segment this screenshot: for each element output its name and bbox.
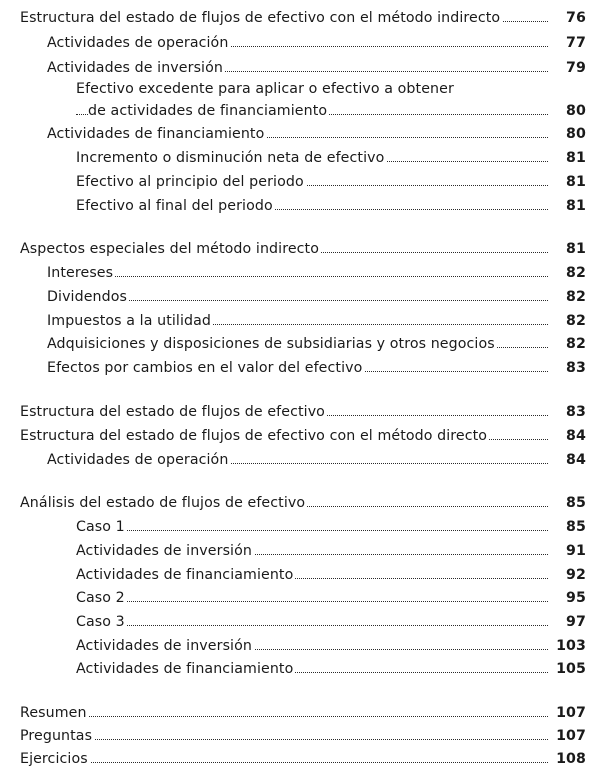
toc-entry	[0, 263, 600, 285]
toc-entry-label: de actividades de financiamiento	[88, 103, 328, 119]
dot-leader	[76, 601, 548, 602]
toc-entry-label: Actividades de operación	[47, 35, 229, 51]
toc-entry-label: Aspectos especiales del método indirecto	[20, 241, 319, 257]
toc-page-number: 81	[550, 172, 586, 192]
toc-page-number: 82	[550, 334, 586, 354]
toc-entry	[0, 517, 600, 539]
toc-page-number: 92	[550, 565, 586, 585]
toc-page-number: 107	[550, 703, 586, 723]
toc-page-number: 81	[550, 196, 586, 216]
dot-leader	[20, 762, 548, 763]
toc-entry-label: Intereses	[47, 265, 114, 281]
dot-leader	[47, 276, 548, 277]
toc-entry-label: Actividades de operación	[47, 452, 229, 468]
toc-entry	[0, 58, 600, 80]
toc-page-number: 82	[550, 287, 586, 307]
toc-entry-label: Impuestos a la utilidad	[47, 313, 212, 329]
toc-page-number: 83	[550, 402, 586, 422]
toc-entry	[0, 659, 600, 681]
toc-page-number: 82	[550, 263, 586, 283]
toc-page-number: 105	[550, 659, 586, 679]
toc-entry-label: Efectivo al final del periodo	[76, 198, 273, 214]
toc-entry-label: Actividades de financiamiento	[47, 126, 265, 142]
toc-entry-label: Análisis del estado de flujos de efectivo	[20, 495, 306, 511]
toc-entry-label: Resumen	[20, 705, 87, 721]
toc-entry	[0, 541, 600, 563]
toc-entry-label: Ejercicios	[20, 751, 88, 767]
toc-entry-label-line1: Efectivo excedente para aplicar o efectivo a obtener	[76, 81, 454, 97]
toc-page-number: 103	[550, 636, 586, 656]
toc-page-number: 81	[550, 148, 586, 168]
toc-page-number: 76	[550, 8, 586, 28]
toc-entry-label: Actividades de inversión	[76, 543, 252, 559]
toc-entry	[0, 588, 600, 610]
toc-entry	[0, 311, 600, 333]
toc-page-number: 85	[550, 517, 586, 537]
toc-entry-label: Estructura del estado de flujos de efectivo	[20, 404, 325, 420]
toc-entry	[0, 749, 600, 771]
toc-page-number: 85	[550, 493, 586, 513]
toc-entry	[0, 612, 600, 634]
toc-entry	[0, 239, 600, 261]
toc-page-number: 80	[550, 101, 586, 121]
toc-entry	[0, 426, 600, 448]
toc-entry-label: Caso 2	[76, 590, 125, 606]
toc-entry	[0, 726, 600, 748]
toc-entry	[0, 124, 600, 146]
toc-entry	[0, 8, 600, 30]
toc-page-number: 95	[550, 588, 586, 608]
toc-entry	[0, 287, 600, 309]
toc-page-number: 80	[550, 124, 586, 144]
toc-entry	[0, 148, 600, 170]
toc-entry	[0, 636, 600, 658]
dot-leader	[20, 739, 548, 740]
toc-page-number: 77	[550, 33, 586, 53]
toc-entry	[0, 565, 600, 587]
toc-entry-label: Caso 3	[76, 614, 125, 630]
toc-page-number: 84	[550, 450, 586, 470]
toc-entry-label: Dividendos	[47, 289, 128, 305]
toc-entry-label: Estructura del estado de flujos de efectivo con el método indirecto	[20, 10, 501, 26]
toc-entry	[0, 334, 600, 356]
toc-page-number: 91	[550, 541, 586, 561]
toc-entry-label: Incremento o disminución neta de efectivo	[76, 150, 385, 166]
toc-entry-label: Preguntas	[20, 728, 93, 744]
toc-page-number: 79	[550, 58, 586, 78]
toc-page-number: 108	[550, 749, 586, 769]
toc-entry	[0, 196, 600, 218]
dot-leader	[76, 625, 548, 626]
toc-entry-label: Efectos por cambios en el valor del efectivo	[47, 360, 363, 376]
toc-entry	[0, 703, 600, 725]
toc-entry	[0, 402, 600, 424]
toc-entry	[0, 493, 600, 515]
toc-page-number: 97	[550, 612, 586, 632]
toc-entry-label: Adquisiciones y disposiciones de subsidiarias y otros negocios	[47, 336, 495, 352]
toc-entry	[0, 172, 600, 194]
toc-entry-label: Actividades de financiamiento	[76, 661, 294, 677]
toc-page-number: 82	[550, 311, 586, 331]
toc-entry-label: Efectivo al principio del periodo	[76, 174, 304, 190]
toc-entry-label: Estructura del estado de flujos de efectivo con el método directo	[20, 428, 488, 444]
toc-entry-label: Actividades de inversión	[47, 60, 223, 76]
toc-entry-label: Actividades de financiamiento	[76, 567, 294, 583]
toc-entry	[0, 101, 600, 123]
dot-leader	[76, 530, 548, 531]
toc-entry-label: Actividades de inversión	[76, 638, 252, 654]
toc-page-number: 81	[550, 239, 586, 259]
toc-page-number: 84	[550, 426, 586, 446]
toc-entry	[0, 33, 600, 55]
dot-leader	[20, 716, 548, 717]
toc-page-number: 83	[550, 358, 586, 378]
toc-page-number: 107	[550, 726, 586, 746]
toc-entry-label: Caso 1	[76, 519, 125, 535]
toc-entry	[0, 358, 600, 380]
toc-entry	[0, 450, 600, 472]
